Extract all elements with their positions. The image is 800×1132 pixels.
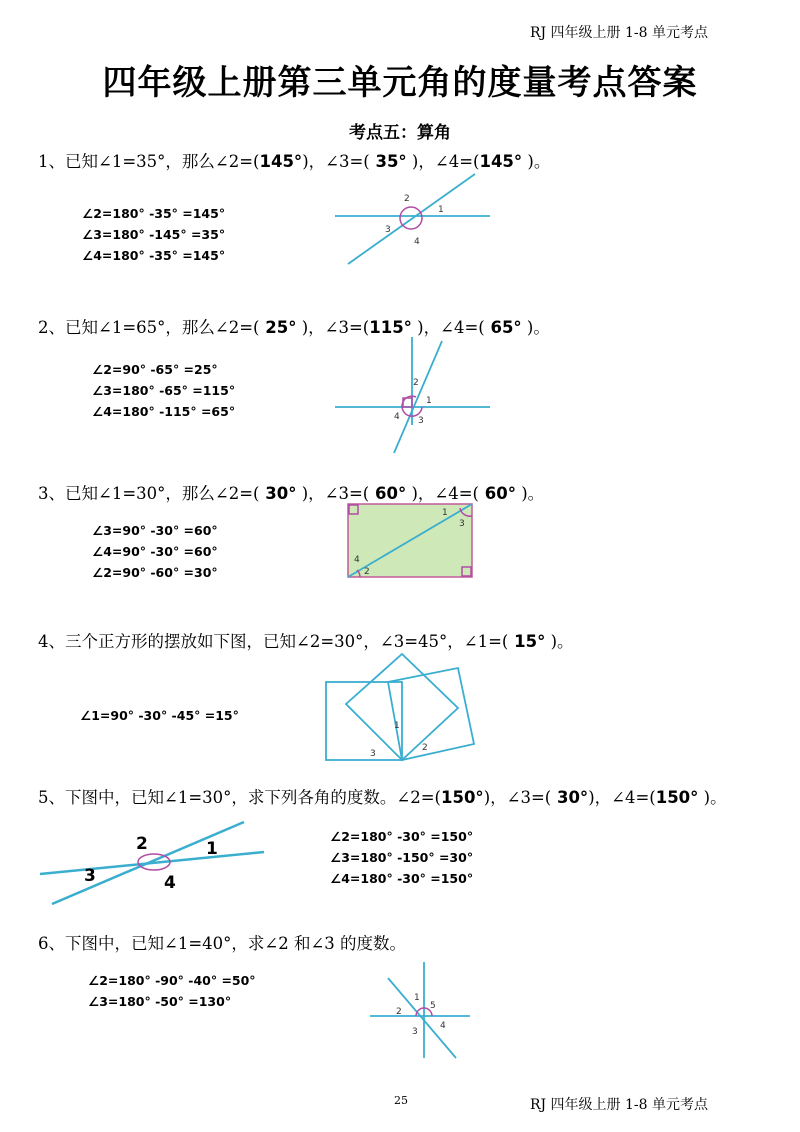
question-2: 2、已知∠1=65°，那么∠2=( 25° )，∠3=(115° )，∠4=( 65° )。: [38, 318, 550, 337]
q3-diagram: [346, 502, 476, 580]
q2-label-2: 2: [413, 378, 419, 388]
q1-label-3: 3: [385, 225, 391, 235]
q6-label-3: 3: [412, 1027, 418, 1037]
answer-angle-4: 150°: [655, 788, 699, 807]
q3-label-3: 3: [459, 519, 465, 529]
q2-label-4: 4: [394, 412, 400, 422]
q3-step-1: ∠3=90° -30° =60°: [92, 523, 218, 538]
q6-solution-steps: [88, 970, 256, 1012]
answer-angle-2: 30°: [259, 484, 297, 503]
q2-step-1: ∠2=90° -65° =25°: [92, 362, 218, 377]
q6-label-2: 2: [396, 1007, 402, 1017]
answer-angle-2: 145°: [259, 152, 303, 171]
answer-angle-3: 115°: [369, 318, 412, 337]
q4-label-3: 3: [370, 749, 376, 759]
q5-label-1: 1: [206, 839, 218, 859]
q5-step-2: ∠3=180° -150° =30°: [330, 850, 474, 865]
q1-solution-steps: [82, 203, 225, 266]
page-footer: RJ 四年级上册 1-8 单元考点: [529, 1097, 708, 1113]
question-4: 4、三个正方形的摆放如下图，已知∠2=30°，∠3=45°，∠1=( 15° )。: [38, 632, 574, 651]
page-header: RJ 四年级上册 1-8 单元考点: [529, 25, 708, 41]
q5-step-3: ∠4=180° -30° =150°: [330, 871, 474, 886]
section-subtitle: 考点五：算角: [349, 123, 451, 143]
answer-angle-3: 35°: [369, 152, 407, 171]
q5-label-3: 3: [84, 866, 96, 886]
q1-diagram: [330, 172, 495, 267]
q3-step-3: ∠2=90° -60° =30°: [92, 565, 218, 580]
answer-angle-3: 60°: [369, 484, 407, 503]
q1-step-1: ∠2=180° -35° =145°: [82, 206, 226, 221]
q1-step-3: ∠4=180° -35° =145°: [82, 248, 226, 263]
q2-solution-steps: [92, 359, 235, 422]
q6-diagram: [368, 958, 474, 1062]
question-6: 6、下图中，已知∠1=40°，求∠2 和∠3 的度数。: [38, 934, 407, 953]
question-1: 1、已知∠1=35°，那么∠2=(145°)，∠3=( 35° )，∠4=(145° )。: [38, 152, 551, 171]
q4-step-1: ∠1=90° -30° -45° =15°: [80, 708, 239, 723]
q5-line-a: [40, 852, 264, 874]
q2-step-2: ∠3=180° -65° =115°: [92, 383, 236, 398]
answer-angle-2: 150°: [440, 788, 484, 807]
q2-slanted-line: [394, 341, 442, 453]
q4-diagram: [322, 652, 482, 764]
q3-solution-steps: [92, 520, 218, 583]
q1-label-1: 1: [438, 205, 444, 215]
answer-angle-4: 60°: [478, 484, 516, 503]
q5-label-4: 4: [164, 873, 176, 893]
q5-solution-steps: [330, 826, 473, 889]
q6-label-5: 5: [430, 1001, 436, 1011]
q1-slanted-line: [348, 174, 475, 264]
answer-angle-3: 30°: [551, 788, 589, 807]
q3-step-2: ∠4=90° -30° =60°: [92, 544, 218, 559]
q2-step-3: ∠4=180° -115° =65°: [92, 404, 236, 419]
q6-label-4: 4: [440, 1021, 446, 1031]
q2-label-3: 3: [418, 416, 424, 426]
q5-line-b: [52, 822, 244, 904]
q1-label-4: 4: [414, 237, 420, 247]
answer-angle-4: 145°: [479, 152, 523, 171]
question-3: 3、已知∠1=30°，那么∠2=( 30° )，∠3=( 60° )，∠4=( 60° )。: [38, 484, 545, 503]
question-5: 5、下图中，已知∠1=30°，求下列各角的度数。∠2=(150°)，∠3=( 30°)，∠4=(150° )。: [38, 788, 727, 807]
q2-diagram: [330, 335, 495, 457]
answer-angle-2: 25°: [259, 318, 297, 337]
q3-label-4: 4: [354, 555, 360, 565]
q6-label-1: 1: [414, 993, 420, 1003]
q5-label-2: 2: [136, 834, 148, 854]
q3-label-1: 1: [442, 508, 448, 518]
q6-step-1: ∠2=180° -90° -40° =50°: [88, 973, 256, 988]
q1-step-2: ∠3=180° -145° =35°: [82, 227, 226, 242]
q5-diagram: [38, 818, 268, 910]
q2-label-1: 1: [426, 396, 432, 406]
q3-label-2: 2: [364, 567, 370, 577]
q4-solution-steps: [80, 705, 239, 726]
page-title: 四年级上册第三单元角的度量考点答案: [102, 63, 698, 103]
q4-label-2: 2: [422, 743, 428, 753]
q6-step-2: ∠3=180° -50° =130°: [88, 994, 232, 1009]
q6-slanted-line: [388, 978, 456, 1058]
page-number: 25: [394, 1094, 408, 1107]
q4-label-1: 1: [394, 721, 400, 731]
answer-angle-4: 65°: [484, 318, 522, 337]
q1-angle-arcs: [400, 207, 422, 229]
q1-label-2: 2: [404, 194, 410, 204]
answer-angle-1: 15°: [508, 632, 546, 651]
q5-step-1: ∠2=180° -30° =150°: [330, 829, 474, 844]
